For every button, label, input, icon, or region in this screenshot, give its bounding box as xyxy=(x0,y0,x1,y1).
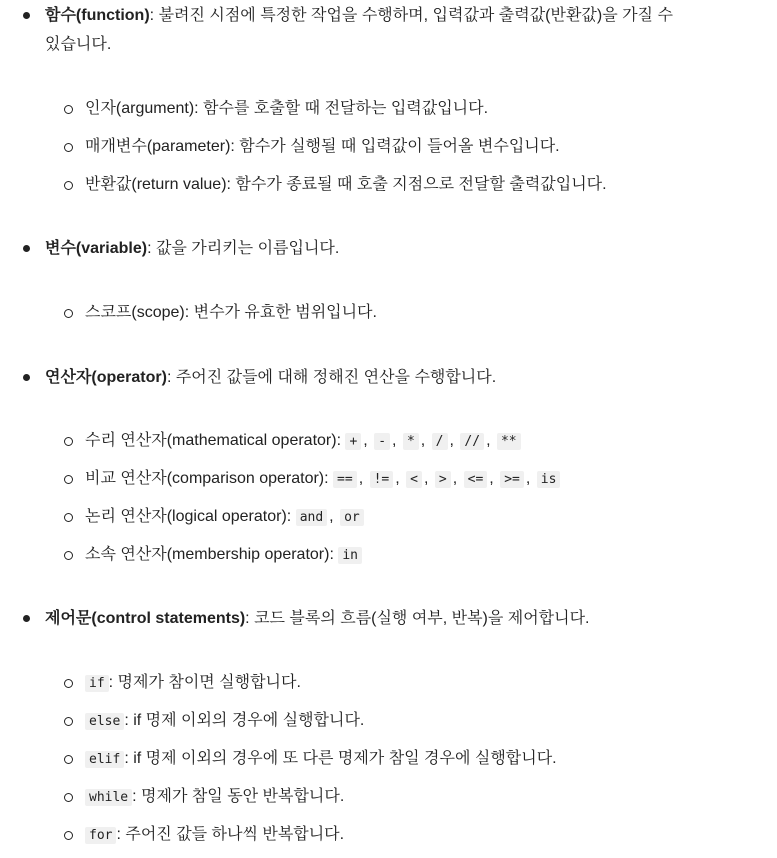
sub-item-comparison-operator: 비교 연산자(comparison operator): == , != , < , > , <= , >= , is xyxy=(85,468,560,491)
circle-bullet-icon xyxy=(64,437,73,446)
code-floor-divide: // xyxy=(460,433,484,450)
code-plus: + xyxy=(345,433,361,450)
bullet-icon xyxy=(23,12,30,19)
code-and: and xyxy=(296,509,327,526)
while-desc: : 명제가 참일 동안 반복합니다. xyxy=(132,788,345,805)
code-elif: elif xyxy=(85,751,124,768)
sub-item-while xyxy=(85,786,344,809)
sub-item-if xyxy=(85,672,301,695)
logical-operator-label: 논리 연산자(logical operator): xyxy=(85,508,292,525)
desc-function-cont: 있습니다. xyxy=(45,36,112,53)
term-variable: 변수(variable) xyxy=(45,240,148,257)
code-is: is xyxy=(537,471,561,488)
comparison-operator-label: 비교 연산자(comparison operator): xyxy=(85,470,329,487)
code-for: for xyxy=(85,827,116,844)
code-while: while xyxy=(85,789,132,806)
bullet-icon xyxy=(23,245,30,252)
sub-item-else xyxy=(85,710,364,733)
sub-item-for xyxy=(85,824,344,847)
sub-item-logical-operator: 논리 연산자(logical operator): and , or xyxy=(85,506,364,529)
bullet-icon xyxy=(23,374,30,381)
list-item-control-statements xyxy=(45,608,590,630)
term-operator: 연산자(operator) xyxy=(45,369,167,386)
circle-bullet-icon xyxy=(64,551,73,560)
list-item-variable xyxy=(45,238,339,260)
math-operator-label: 수리 연산자(mathematical operator): xyxy=(85,432,342,449)
sub-item-argument: 인자(argument): 함수를 호출할 때 전달하는 입력값입니다. xyxy=(85,100,489,117)
desc-control-statements: : 코드 블록의 흐름(실행 여부, 반복)을 제어합니다. xyxy=(245,610,590,627)
circle-bullet-icon xyxy=(64,793,73,802)
desc-operator: : 주어진 값들에 대해 정해진 연산을 수행합니다. xyxy=(166,369,497,386)
circle-bullet-icon xyxy=(64,105,73,114)
code-greater: > xyxy=(435,471,451,488)
sub-item-return-value: 반환값(return value): 함수가 종료될 때 호출 지점으로 전달할 출력값입니다. xyxy=(85,176,607,193)
list-item-operator xyxy=(45,367,496,389)
code-else: else xyxy=(85,713,124,730)
sub-item-membership-operator xyxy=(85,544,362,567)
if-desc: : 명제가 참이면 실행합니다. xyxy=(108,674,301,691)
membership-operator-label: 소속 연산자(membership operator): xyxy=(85,546,334,563)
code-equal: == xyxy=(333,471,357,488)
code-power: ** xyxy=(497,433,521,450)
sub-item-scope: 스코프(scope): 변수가 유효한 범위입니다. xyxy=(85,304,377,321)
circle-bullet-icon xyxy=(64,475,73,484)
code-or: or xyxy=(340,509,364,526)
bullet-icon xyxy=(23,615,30,622)
sub-item-math-operator: 수리 연산자(mathematical operator): + , - , * , / , // , ** xyxy=(85,430,521,453)
code-less: < xyxy=(406,471,422,488)
circle-bullet-icon xyxy=(64,513,73,522)
code-minus: - xyxy=(374,433,390,450)
code-not-equal: != xyxy=(370,471,394,488)
circle-bullet-icon xyxy=(64,755,73,764)
sub-item-elif xyxy=(85,748,557,771)
sub-item-parameter: 매개변수(parameter): 함수가 실행될 때 입력값이 들어올 변수입니다. xyxy=(85,138,560,155)
code-greater-equal: >= xyxy=(500,471,524,488)
circle-bullet-icon xyxy=(64,717,73,726)
circle-bullet-icon xyxy=(64,143,73,152)
circle-bullet-icon xyxy=(64,309,73,318)
code-if: if xyxy=(85,675,109,692)
for-desc: : 주어진 값들 하나씩 반복합니다. xyxy=(116,826,345,843)
term-function: 함수(function) xyxy=(45,7,150,24)
circle-bullet-icon xyxy=(64,181,73,190)
list-item-function xyxy=(45,5,673,27)
elif-desc: : if 명제 이외의 경우에 또 다른 명제가 참일 경우에 실행합니다. xyxy=(124,750,557,767)
code-less-equal: <= xyxy=(464,471,488,488)
circle-bullet-icon xyxy=(64,679,73,688)
circle-bullet-icon xyxy=(64,831,73,840)
term-control-statements: 제어문(control statements) xyxy=(45,610,246,627)
code-multiply: * xyxy=(403,433,419,450)
desc-function: : 불려진 시점에 특정한 작업을 수행하며, 입력값과 출력값(반환값)을 가질 수 xyxy=(149,7,673,24)
code-divide: / xyxy=(432,433,448,450)
code-in: in xyxy=(338,547,362,564)
else-desc: : if 명제 이외의 경우에 실행합니다. xyxy=(124,712,365,729)
desc-variable: : 값을 가리키는 이름입니다. xyxy=(147,240,340,257)
